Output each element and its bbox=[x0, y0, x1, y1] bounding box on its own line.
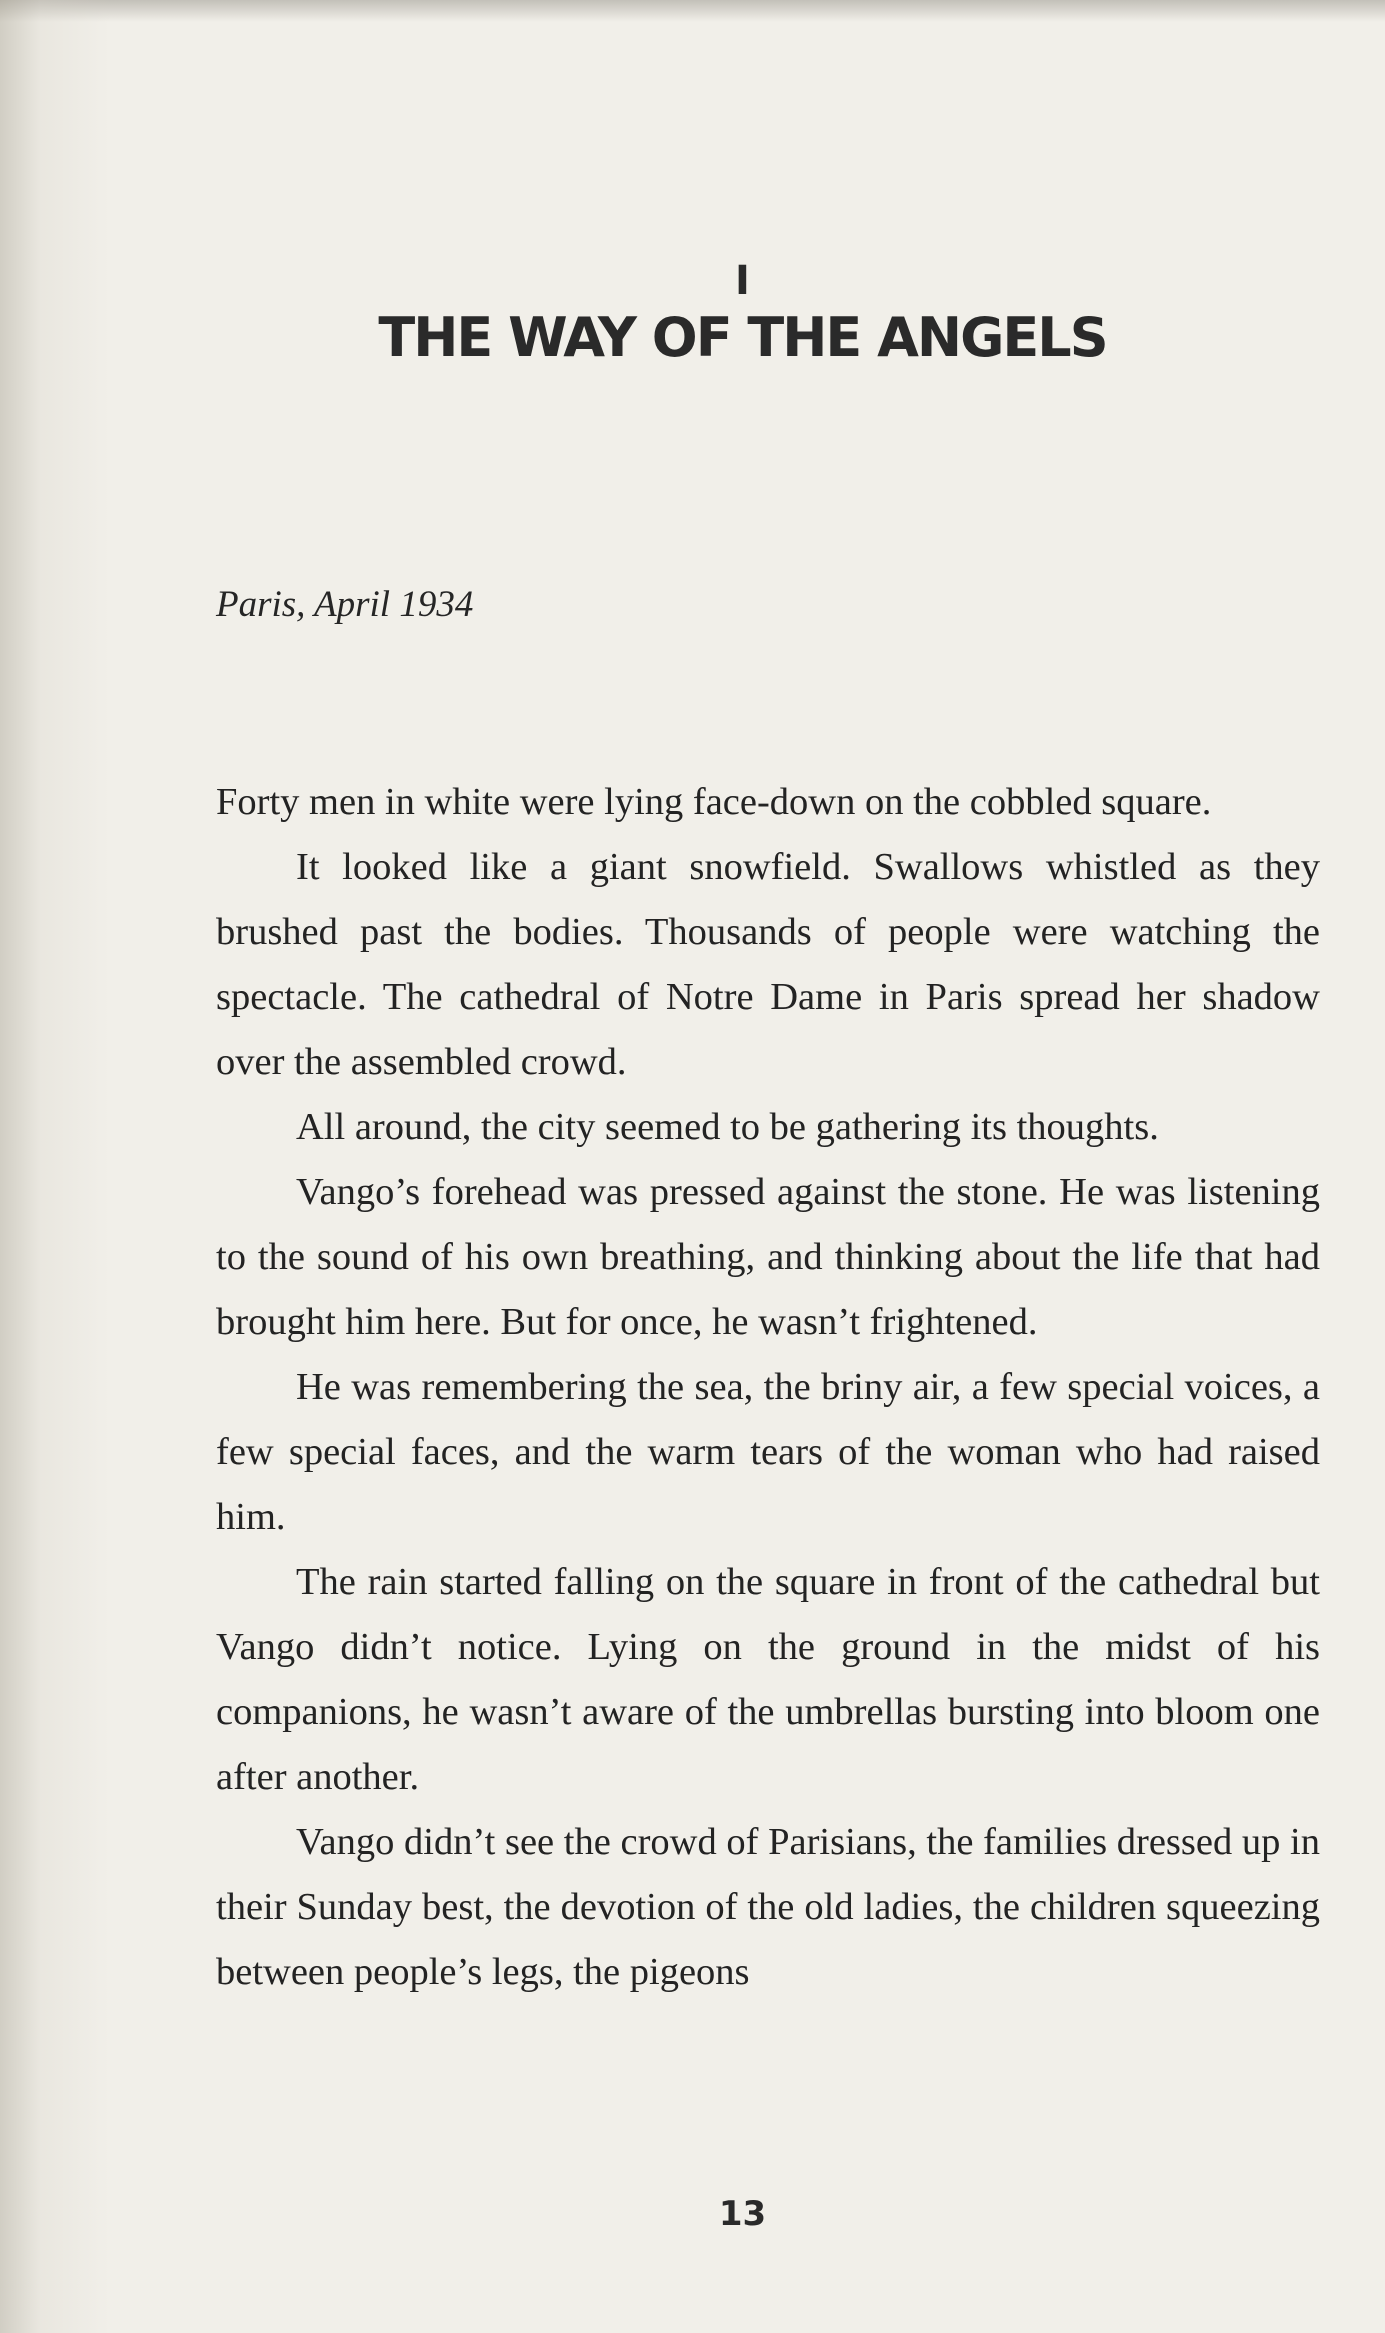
paragraph: It looked like a giant snowfield. Swallows whistled as they brushed past the bodies. Thousands of people were watching the spectacle. The cathedral of Notre Dame in Paris spread her shadow over the assembled crowd. bbox=[216, 846, 1320, 1083]
paragraph: Forty men in white were lying face-down on the cobbled square. bbox=[216, 781, 1212, 823]
dateline: Paris, April 1934 bbox=[216, 584, 474, 625]
paragraph: All around, the city seemed to be gathering its thoughts. bbox=[296, 1106, 1159, 1148]
chapter-number: I bbox=[735, 258, 750, 304]
paragraph: He was remembering the sea, the briny air, a few special voices, a few special faces, and the warm tears of the woman who had raised him. bbox=[216, 1366, 1320, 1538]
paragraph: The rain started falling on the square in front of the cathedral but Vango didn’t notice. Lying on the ground in the midst of his companions, he wasn’t aware of the umbrellas bursting into bloom one after another. bbox=[216, 1561, 1320, 1798]
paragraph: Vango didn’t see the crowd of Parisians, the families dressed up in their Sunday best, the devotion of the old ladies, the children squeezing between people’s legs, the pigeons bbox=[216, 1821, 1320, 1993]
body-text bbox=[216, 770, 1320, 2005]
chapter-title: THE WAY OF THE ANGELS bbox=[378, 306, 1107, 369]
page-number: 13 bbox=[718, 2194, 767, 2234]
paragraph: Vango’s forehead was pressed against the stone. He was listening to the sound of his own breathing, and thinking about the life that had brought him here. But for once, he wasn’t frightened. bbox=[216, 1171, 1320, 1343]
